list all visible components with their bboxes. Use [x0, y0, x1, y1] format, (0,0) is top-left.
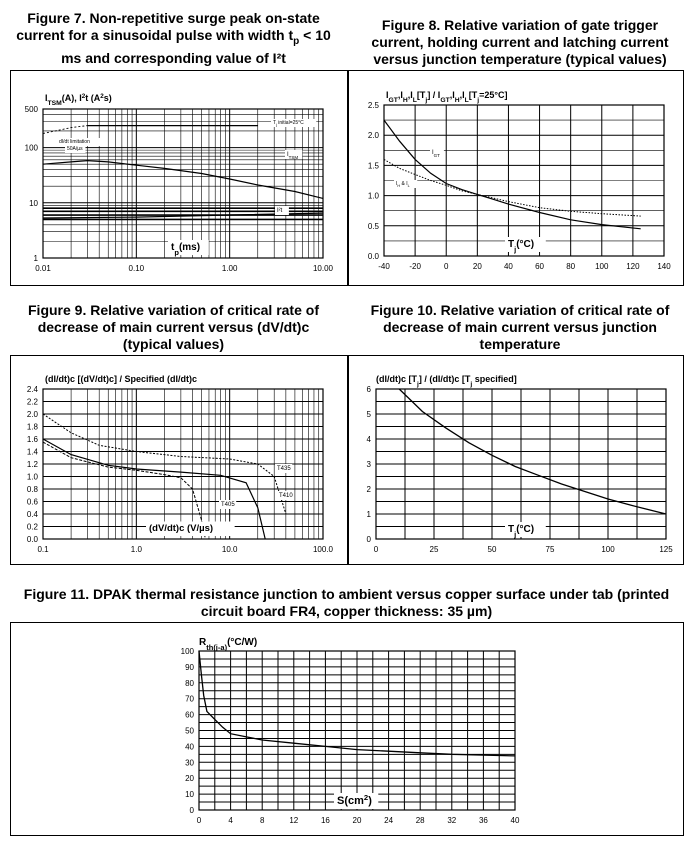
- x-tick-label: 50: [487, 545, 497, 554]
- y-tick-label: 80: [185, 678, 194, 688]
- y-tick-label: 2.0: [367, 131, 379, 141]
- fig7-title: Figure 7. Non-repetitive surge peak on-state current for a sinusoidal pulse with width $t_p < 10$ ms and corresponding value of I²t: [16, 10, 331, 66]
- y-tick-label: 50: [185, 726, 194, 736]
- x-tick-label: 75: [545, 545, 555, 554]
- x-tick-label: 100: [595, 262, 609, 271]
- y-tick-label: 1: [366, 510, 371, 519]
- fig10-title: Figure 10. Relative variation of critical rate of decrease of main current versus junction temperature: [370, 302, 670, 352]
- y-tick-label: 0: [189, 806, 194, 815]
- y-tick-label: 1.6: [26, 435, 38, 444]
- x-tick-label: 28: [415, 816, 425, 825]
- y-tick-label: 1.2: [26, 460, 38, 469]
- fig8-title: Figure 8. Relative variation of gate trigger current, holding current and latching current versus junction temperature (typical values): [371, 17, 669, 67]
- x-tick-label: 0: [443, 262, 449, 271]
- y-tick-label: 1.5: [367, 161, 379, 171]
- x-tick-label: 10.0: [221, 545, 238, 554]
- chart-fig9: [11, 356, 347, 564]
- y-tick-label: 2.2: [26, 397, 38, 407]
- x-tick-label: 1.0: [130, 545, 142, 554]
- fig11-title: Figure 11. DPAK thermal resistance junction to ambient versus copper surface under tab (printed circuit board FR4, copper thickness: 35 µm): [23, 586, 670, 619]
- y-tick-label: 100: [180, 647, 194, 656]
- y-tick-label: 1.0: [367, 191, 379, 201]
- x-tick-label: 24: [384, 816, 394, 825]
- annotation-didt: dI/dt limitation: [59, 139, 90, 145]
- y-tick-label: 2: [366, 485, 371, 494]
- y-tick-label: 1.0: [26, 472, 38, 482]
- series-line: [43, 161, 323, 199]
- x-tick-label: 0.10: [128, 264, 145, 273]
- x-tick-label: 80: [566, 262, 576, 271]
- annotation-tj: $T_j$ initial=25°C: [273, 120, 304, 127]
- y-tick-label: 40: [185, 742, 194, 752]
- annotation-t435: T435: [277, 466, 291, 472]
- x-tick-label: 140: [657, 262, 671, 271]
- x-tick-label: 10.00: [312, 264, 334, 273]
- y-axis-label: $I_{GT},I_H,I_L[T_j] / I_{GT},I_H,I_L[T_j=25^\circ C]$: [386, 90, 508, 104]
- y-tick-label: 1.8: [26, 422, 38, 432]
- x-tick-label: 25: [429, 545, 439, 554]
- x-tick-label: 100: [601, 545, 615, 554]
- y-tick-label: 10: [185, 790, 194, 800]
- y-tick-label: 1: [33, 254, 38, 263]
- x-tick-label: -40: [378, 262, 390, 271]
- x-tick-label: 20: [352, 816, 362, 825]
- annotation-t405: T405: [221, 502, 235, 508]
- plot-area-border: [43, 109, 323, 258]
- x-tick-label: 100.0: [312, 545, 334, 554]
- x-tick-label: 36: [478, 816, 488, 825]
- y-axis-label: $R_{th(j-a)}(^\circ C/W)$: [199, 637, 258, 652]
- y-tick-label: 4: [366, 435, 371, 444]
- x-tick-label: 32: [447, 816, 457, 825]
- x-axis-label: $S(cm^2)$: [337, 792, 372, 807]
- x-tick-label: 125: [659, 545, 673, 554]
- annotation-t410: T410: [279, 493, 293, 499]
- y-tick-label: 10: [29, 198, 38, 208]
- y-tick-label: 0.0: [367, 252, 379, 261]
- y-tick-label: 30: [185, 758, 194, 768]
- x-tick-label: 12: [289, 816, 299, 825]
- x-tick-label: 4: [228, 816, 233, 825]
- y-tick-label: 6: [366, 385, 371, 394]
- y-axis-label: $I_{TSM}(A)$, $I^2t$ $(A^2s)$: [45, 92, 112, 107]
- y-tick-label: 0.0: [26, 535, 38, 544]
- y-tick-label: 3: [366, 460, 371, 469]
- chart-fig7: [11, 71, 347, 285]
- y-axis-label: (dI/dt)c [(dV/dt)c] / Specified (dI/dt)c: [45, 374, 197, 384]
- y-tick-label: 70: [185, 694, 194, 704]
- y-tick-label: 0.4: [26, 510, 38, 519]
- x-tick-label: 0: [196, 816, 202, 825]
- y-tick-label: 0.2: [26, 522, 38, 532]
- annotation-igt: $I_{GT}$: [432, 150, 440, 158]
- annotation-ihil: $I_H$ & $I_L$: [396, 181, 410, 188]
- annotation-didt2: 50A/µs: [67, 146, 83, 152]
- y-tick-label: 60: [185, 710, 194, 720]
- x-axis-label: $t_p(ms)$: [171, 242, 201, 257]
- y-tick-label: 2.5: [367, 101, 379, 110]
- series-line: [43, 126, 88, 134]
- x-tick-label: 120: [626, 262, 640, 271]
- y-tick-label: 2.4: [26, 385, 38, 394]
- y-tick-label: 100: [24, 143, 38, 153]
- y-tick-label: 500: [24, 105, 38, 114]
- x-tick-label: 20: [472, 262, 482, 271]
- annotation-itsm: $I_{TSM}$: [287, 152, 299, 160]
- x-tick-label: 60: [535, 262, 545, 271]
- y-tick-label: 1.4: [26, 447, 38, 457]
- x-tick-label: 40: [503, 262, 513, 271]
- x-tick-label: 40: [510, 816, 520, 825]
- x-tick-label: -20: [409, 262, 421, 271]
- x-tick-label: 1.00: [221, 264, 238, 273]
- y-tick-label: 20: [185, 774, 194, 784]
- y-axis-label: (dI/dt)c $[T_j] / (dI/dt)c$ [$T_j$ specified]: [376, 374, 517, 388]
- x-axis-label: $T_j(^\circ C)$: [508, 239, 535, 254]
- x-tick-label: 0: [373, 545, 379, 554]
- chart-fig11: [11, 623, 683, 835]
- y-tick-label: 2.0: [26, 410, 38, 419]
- y-tick-label: 0.5: [367, 221, 379, 231]
- y-tick-label: 0: [366, 535, 371, 544]
- x-tick-label: 0.01: [35, 264, 51, 273]
- fig9-title: Figure 9. Relative variation of critical rate of decrease of main current versus (dV/dt)c (typical values): [28, 302, 319, 352]
- x-axis-label: (dV/dt)c (V/µs): [149, 523, 214, 534]
- y-tick-label: 0.8: [26, 485, 38, 494]
- chart-fig8: [348, 71, 683, 285]
- y-tick-label: 0.6: [26, 497, 38, 507]
- x-tick-label: 8: [259, 816, 265, 825]
- x-tick-label: 0.1: [37, 545, 49, 554]
- y-tick-label: 5: [366, 410, 371, 419]
- x-axis-label: $T_j(^\circ C)$: [508, 524, 535, 539]
- y-tick-label: 90: [185, 662, 194, 672]
- x-tick-label: 16: [320, 816, 330, 825]
- chart-fig10: [348, 356, 683, 564]
- annotation-i2t: I²t: [277, 208, 283, 214]
